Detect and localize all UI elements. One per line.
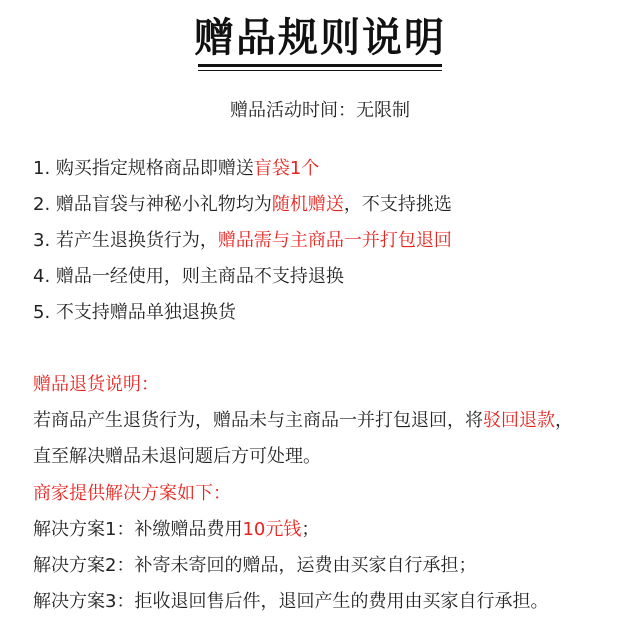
rule-text: 1. 购买指定规格商品即赠送	[33, 158, 254, 179]
returns-highlight: 驳回退款	[483, 410, 555, 431]
solution-2: 解决方案2：补寄未寄回的赠品，运费由买家自行承担；	[33, 555, 477, 576]
title-underline-thin	[198, 70, 442, 71]
rule-item-1	[33, 156, 633, 192]
rule-text-suffix: ，不支持挑选	[343, 194, 452, 215]
returns-text-suffix: ，	[555, 410, 573, 431]
rule-item-2	[33, 192, 633, 228]
rule-text: 2. 赠品盲袋与神秘小礼物均为	[33, 194, 272, 215]
returns-line-1	[33, 408, 633, 434]
solution-text: 解决方案1：补缴赠品费用	[33, 519, 243, 540]
rule-text: 5. 不支持赠品单独退换货	[33, 302, 236, 323]
solution-text-suffix: ；	[301, 519, 320, 540]
rules-list	[33, 156, 633, 336]
returns-text: 若商品产生退货行为，赠品未与主商品一并打包退回，将	[33, 410, 483, 431]
rule-item-4	[33, 264, 633, 300]
solution-1	[33, 517, 633, 543]
rule-highlight: 赠品需与主商品一并打包退回	[217, 230, 452, 251]
rule-item-3	[33, 228, 633, 264]
returns-heading: 赠品退货说明：	[33, 374, 159, 395]
returns-line-2: 直至解决赠品未退问题后方可处理。	[33, 446, 321, 467]
solution-highlight: 10元钱	[242, 519, 302, 540]
rule-text: 4. 赠品一经使用，则主商品不支持退换	[33, 266, 344, 287]
title-underline-thick	[198, 64, 442, 67]
solutions-heading: 商家提供解决方案如下：	[33, 483, 231, 504]
rule-item-5	[33, 300, 633, 336]
rule-text: 3. 若产生退换货行为，	[33, 230, 218, 251]
solution-3: 解决方案3：拒收退回售后件，退回产生的费用由买家自行承担。	[33, 591, 549, 612]
activity-period: 赠品活动时间：无限制	[230, 100, 410, 121]
rule-highlight: 随机赠送	[271, 194, 344, 215]
rule-highlight: 盲袋1个	[253, 158, 320, 179]
page-title: 赠品规则说明	[194, 15, 446, 61]
